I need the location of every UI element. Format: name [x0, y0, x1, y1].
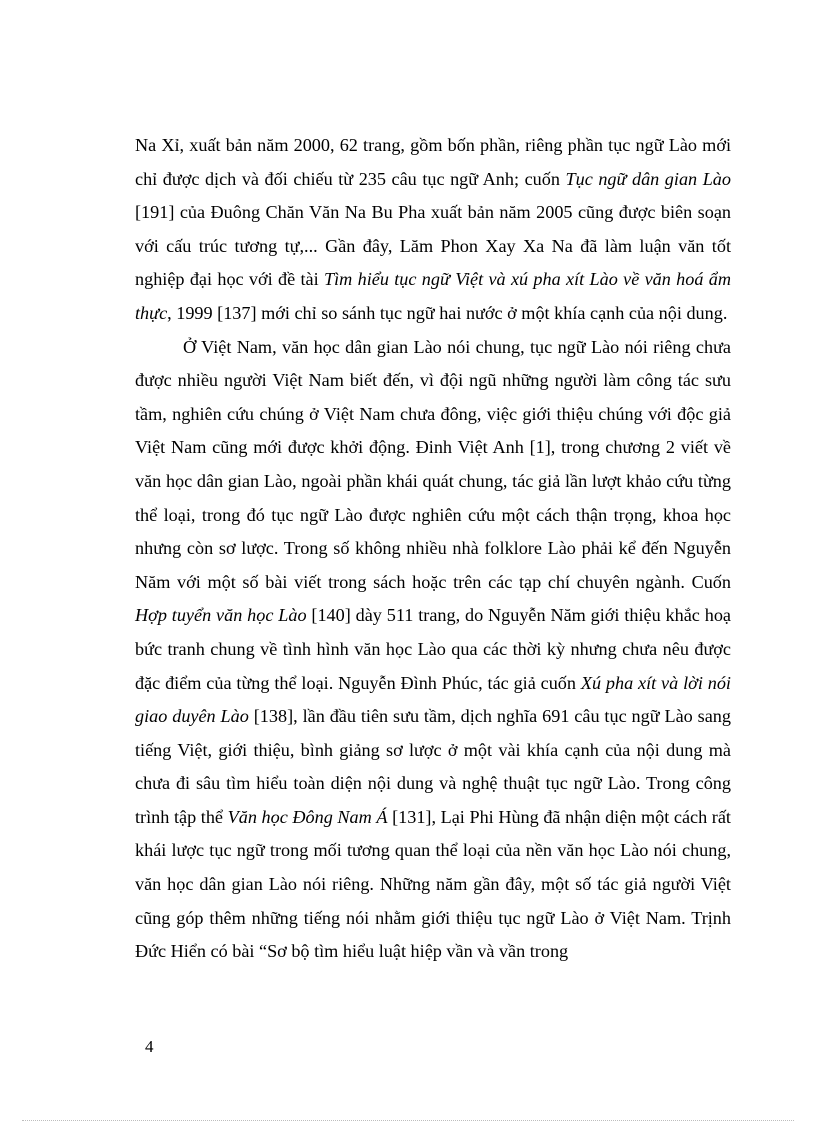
body-text — [135, 129, 731, 969]
page-bottom-divider — [22, 1120, 794, 1121]
italic-title-run: Tìm hiểu tục ngữ Việt và xú pha xít Lào về văn hoá ẩm thực — [135, 269, 732, 323]
paragraph — [135, 331, 731, 969]
italic-title-run: Hợp tuyển văn học Lào — [135, 605, 307, 626]
text-run: [191] của Đuông Chăn Văn Na Bu Pha xuất bản năm 2005 cũng được biên soạn với cấu trúc tương tự,... Gần đây, Lăm Phon Xay Xa Na đã làm luận văn tốt nghiệp đại học với đề tài — [135, 202, 731, 290]
text-run: [138], lần đầu tiên sưu tầm, dịch nghĩa 691 câu tục ngữ Lào sang tiếng Việt, giới thiệu, bình giảng sơ lược ở một vài khía cạnh của nội dung mà chưa đi sâu tìm hiểu toàn diện nội dung và nghệ thuật tục ngữ Lào. Trong công trình tập thể — [135, 706, 731, 827]
text-run: , 1999 [137] mới chỉ so sánh tục ngữ hai nước ở một khía cạnh của nội dung. — [167, 302, 728, 323]
page-number: 4 — [145, 1037, 154, 1056]
paragraph — [135, 129, 731, 331]
italic-title-run: Văn học Đông Nam Á — [227, 806, 388, 827]
italic-title-run: Tục ngữ dân gian Lào — [565, 168, 731, 189]
text-run: [131], Lại Phi Hùng đã nhận diện một cách rất khái lược tục ngữ trong mối tương quan thể loại của nền văn học Lào nói chung, văn học dân gian Lào nói riêng. Những năm gần đây, một số tác giả người Việt cũng góp thêm những tiếng nói nhằm giới thiệu tục ngữ Lào ở Việt Nam. Trịnh Đức Hiển có bài “Sơ bộ tìm hiểu luật hiệp vần và vần trong — [135, 806, 731, 962]
text-run: Ở Việt Nam, văn học dân gian Lào nói chung, tục ngữ Lào nói riêng chưa được nhiều người Việt Nam biết đến, vì đội ngũ những người làm công tác sưu tầm, nghiên cứu chúng ở Việt Nam chưa đông, việc giới thiệu chúng với độc giả Việt Nam cũng mới được khởi động. Đinh Việt Anh [1], trong chương 2 viết về văn học dân gian Lào, ngoài phần khái quát chung, tác giả lần lượt khảo cứu từng thể loại, trong đó tục ngữ Lào được nghiên cứu một cách thận trọng, khoa học nhưng còn sơ lược. Trong số không nhiều nhà folklore Lào phải kể đến Nguyễn Năm với một số bài viết trong sách hoặc trên các tạp chí chuyên ngành. Cuốn — [135, 336, 731, 592]
text-run: Na Xỉ, xuất bản năm 2000, 62 trang, gồm bốn phần, riêng phần tục ngữ Lào mới chỉ được dịch và đối chiếu từ 235 câu tục ngữ Anh; cuốn — [135, 135, 731, 189]
italic-title-run: Xú pha xít và lời nói giao duyên Lào — [135, 672, 731, 727]
text-run: [140] dày 511 trang, do Nguyễn Năm giới thiệu khắc hoạ bức tranh chung về tình hình văn học Lào qua các thời kỳ nhưng chưa nêu được đặc điểm của từng thể loại. Nguyễn Đình Phúc, tác giả cuốn — [135, 605, 731, 693]
